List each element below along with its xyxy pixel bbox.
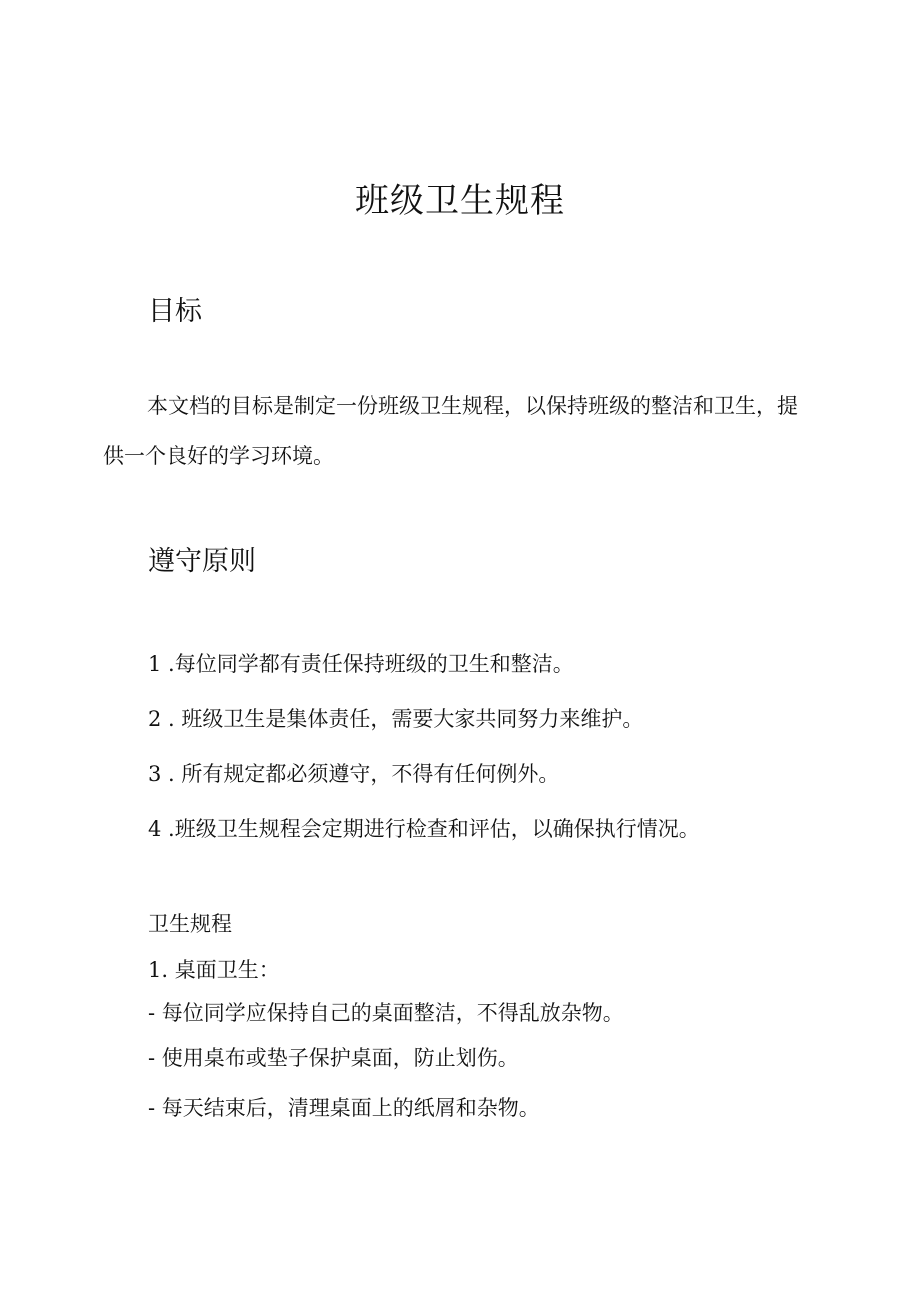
principle-text: 每位同学都有责任保持班级的卫生和整洁。 [174, 652, 574, 676]
principle-number: 2 . [148, 707, 175, 731]
principle-text: 班级卫生规程会定期进行检查和评估，以确保执行情况。 [174, 817, 700, 841]
principle-number: 4 . [148, 817, 175, 841]
principle-item [148, 646, 574, 682]
principle-item [148, 756, 559, 792]
principle-number: 3 . [148, 762, 175, 786]
principle-text: 所有规定都必须遵守，不得有任何例外。 [174, 762, 560, 786]
principle-text: 班级卫生是集体责任，需要大家共同努力来维护。 [174, 707, 644, 731]
objective-paragraph: 本文档的目标是制定一份班级卫生规程，以保持班级的整洁和卫生，提供一个良好的学习环境。 [103, 394, 798, 468]
document-title: 班级卫生规程 [355, 181, 565, 221]
rules-heading: 卫生规程 [148, 912, 232, 936]
rule-item: - 每位同学应保持自己的桌面整洁，不得乱放杂物。 [148, 1001, 624, 1025]
principle-number: 1 . [148, 652, 175, 676]
rules-subheading: 1. 桌面卫生： [148, 958, 280, 982]
principles-heading: 遵守原则 [148, 546, 256, 577]
rule-item: - 使用桌布或垫子保护桌面，防止划伤。 [148, 1046, 519, 1070]
principle-item [148, 811, 700, 847]
rule-item: - 每天结束后，清理桌面上的纸屑和杂物。 [148, 1096, 540, 1120]
objective-heading: 目标 [148, 296, 202, 327]
principle-item [148, 701, 643, 737]
